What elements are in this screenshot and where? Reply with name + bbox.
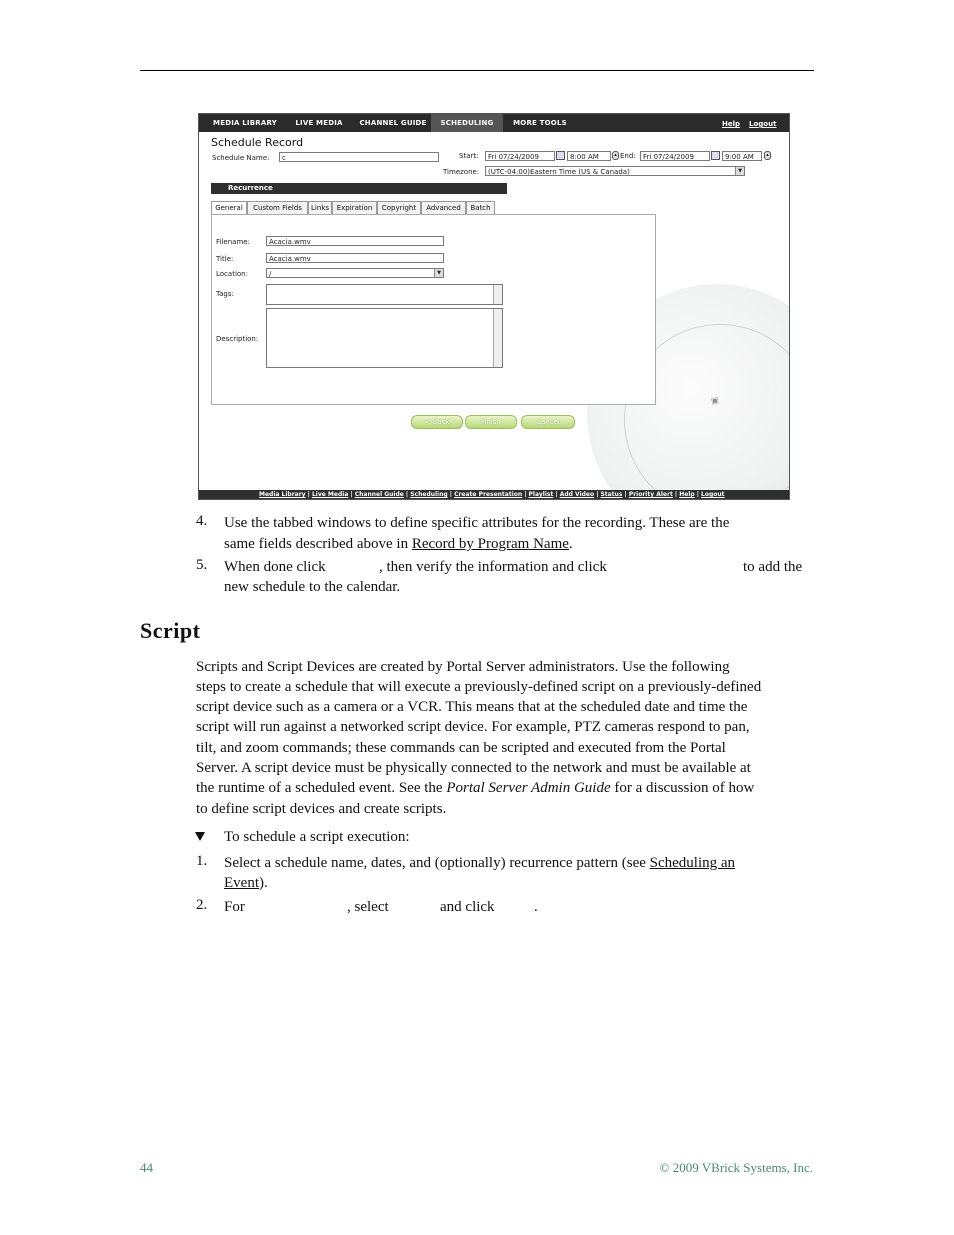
record-by-program-name-link[interactable]: Record by Program Name xyxy=(411,536,569,552)
timezone-select[interactable] xyxy=(485,166,745,176)
copyright: © 2009 VBrick Systems, Inc. xyxy=(659,1160,813,1175)
schedule-name-label: Schedule Name: xyxy=(212,154,270,162)
tab-links[interactable]: Links xyxy=(308,201,332,214)
paragraph-line: tilt, and zoom commands; these commands can be scripted and executed from the Portal xyxy=(196,740,726,756)
section-heading: Script xyxy=(140,618,201,643)
admin-guide-title: Portal Server Admin Guide xyxy=(446,780,611,796)
footer-link-playlist[interactable]: Playlist xyxy=(528,491,554,498)
tab-general[interactable]: General xyxy=(211,201,247,215)
page-number: 44 xyxy=(140,1160,153,1175)
footer-links: Media Library | Live Media | Channel Guide | Scheduling | Create Presentation | Playlist | Add Video | Status | Priority Alert | Help | Logout xyxy=(259,491,725,498)
schedule-name-input[interactable]: c xyxy=(279,152,439,162)
step-text: , select xyxy=(347,899,389,915)
start-label: Start: xyxy=(459,152,479,160)
paragraph-text: the runtime of a scheduled event. See the xyxy=(196,780,447,796)
step-text: , then verify the information and click xyxy=(379,559,607,575)
paragraph-line: script will run against a networked script device. For example, PTZ cameras respond to pan, xyxy=(196,719,750,735)
tab-batch[interactable]: Batch xyxy=(466,201,495,214)
procedure-title: To schedule a script execution: xyxy=(224,829,410,845)
paragraph-line: Server. A script device must be physically connected to the network and must be available at xyxy=(196,760,751,776)
footer-link-help[interactable]: Help xyxy=(679,491,695,498)
back-button[interactable]: < Back xyxy=(411,415,463,429)
tab-expiration[interactable]: Expiration xyxy=(332,201,377,214)
end-time-input[interactable]: 9:00 AM xyxy=(722,151,762,161)
title-label: Title: xyxy=(216,255,234,263)
step-number: 5. xyxy=(196,557,208,573)
finish-button[interactable]: Finish xyxy=(465,415,517,429)
help-link[interactable]: Help xyxy=(722,120,741,128)
step-text: Use the tabbed windows to define specific attributes for the recording. These are the xyxy=(224,515,730,531)
recurrence-bar[interactable] xyxy=(211,183,507,194)
tags-textarea[interactable] xyxy=(266,284,503,305)
end-calendar-icon[interactable] xyxy=(711,151,720,160)
title-input[interactable]: Acacia.wmv xyxy=(266,253,444,263)
scrollbar[interactable] xyxy=(493,285,502,304)
step-number: 4. xyxy=(196,513,208,529)
step-number: 2. xyxy=(196,897,208,913)
tags-label: Tags: xyxy=(216,290,234,298)
logout-link[interactable]: Logout xyxy=(749,120,777,128)
step-text-part: ). xyxy=(259,875,268,891)
nav-more-tools[interactable]: MORE TOOLS xyxy=(513,119,567,127)
scheduling-an-event-link[interactable]: Scheduling an xyxy=(649,855,736,871)
footer-link-add-video[interactable]: Add Video xyxy=(559,491,595,498)
footer-link-scheduling[interactable]: Scheduling xyxy=(410,491,448,498)
step-text-part: Select a schedule name, dates, and (optionally) recurrence pattern (see xyxy=(224,855,650,871)
nav-media-library[interactable]: MEDIA LIBRARY xyxy=(213,119,277,127)
footer-bar xyxy=(199,490,789,499)
footer-link-channel-guide[interactable]: Channel Guide xyxy=(354,491,404,498)
recurrence-label: Recurrence xyxy=(228,184,273,192)
paragraph-text: for a discussion of how xyxy=(610,780,755,796)
procedure-triangle-icon xyxy=(195,832,205,841)
paragraph-line xyxy=(196,778,754,799)
step-text xyxy=(224,873,268,894)
filename-label: Filename: xyxy=(216,238,250,246)
start-calendar-icon[interactable] xyxy=(556,151,565,160)
cancel-button[interactable]: Cancel xyxy=(521,415,575,429)
timezone-label: Timezone: xyxy=(443,168,480,176)
footer-link-media-library[interactable]: Media Library xyxy=(259,491,306,498)
description-label: Description: xyxy=(216,335,259,343)
start-time-input[interactable]: 8:00 AM xyxy=(567,151,611,161)
schedule-record-screenshot xyxy=(198,113,790,500)
paragraph-line: to define script devices and create scripts. xyxy=(196,801,447,817)
step-text: For xyxy=(224,899,245,915)
location-label: Location: xyxy=(216,270,248,278)
location-select[interactable] xyxy=(266,268,444,278)
scrollbar[interactable] xyxy=(493,309,502,367)
chevron-down-icon: ▼ xyxy=(434,269,443,277)
step-text: to add the xyxy=(743,559,803,575)
chevron-down-icon: ▼ xyxy=(735,167,744,175)
footer-link-status[interactable]: Status xyxy=(600,491,623,498)
footer-link-priority-alert[interactable]: Priority Alert xyxy=(628,491,673,498)
step-text: When done click xyxy=(224,559,326,575)
end-date-input[interactable]: Fri 07/24/2009 xyxy=(640,151,710,161)
filename-input[interactable]: Acacia.wmv xyxy=(266,236,444,246)
tab-custom-fields[interactable]: Custom Fields xyxy=(247,201,308,214)
vbrick-logo: ▣ xyxy=(710,395,720,406)
nav-live-media[interactable]: LIVE MEDIA xyxy=(295,119,343,127)
step-text: and click xyxy=(440,899,495,915)
step-text: . xyxy=(534,899,538,915)
end-time-spinner-icon[interactable]: ▴ xyxy=(764,151,771,160)
nav-channel-guide[interactable]: CHANNEL GUIDE xyxy=(359,119,427,127)
location-value: / xyxy=(269,270,272,278)
paragraph-line: script device such as a camera or a VCR. This means that at the scheduled date and time the xyxy=(196,699,748,715)
tab-advanced[interactable]: Advanced xyxy=(421,201,466,214)
footer-link-logout[interactable]: Logout xyxy=(701,491,725,498)
step-text xyxy=(224,534,573,555)
start-time-spinner-icon[interactable]: ▴ xyxy=(612,151,619,160)
step-number: 1. xyxy=(196,853,208,869)
step-text-part: same fields described above in xyxy=(224,536,412,552)
step-text: new schedule to the calendar. xyxy=(224,579,401,595)
paragraph-line: steps to create a schedule that will execute a previously-defined script on a previously-defined xyxy=(196,679,762,695)
scheduling-an-event-link[interactable]: Event xyxy=(224,875,259,891)
paragraph-line: Scripts and Script Devices are created by Portal Server administrators. Use the following xyxy=(196,659,730,675)
step-text-part: . xyxy=(568,536,573,552)
nav-scheduling[interactable]: SCHEDULING xyxy=(431,114,503,132)
general-tab-panel xyxy=(211,214,656,405)
footer-link-create-presentation[interactable]: Create Presentation xyxy=(454,491,523,498)
timezone-value: (UTC-04:00)Eastern Time (US & Canada) xyxy=(488,168,630,176)
top-nav-bar xyxy=(199,114,789,132)
tab-copyright[interactable]: Copyright xyxy=(377,201,421,214)
footer-link-live-media[interactable]: Live Media xyxy=(311,491,349,498)
page-title: Schedule Record xyxy=(211,136,304,149)
description-textarea[interactable] xyxy=(266,308,503,368)
step-text xyxy=(224,853,735,874)
start-date-input[interactable]: Fri 07/24/2009 xyxy=(485,151,555,161)
header-rule xyxy=(140,70,814,71)
end-label: End: xyxy=(620,152,636,160)
